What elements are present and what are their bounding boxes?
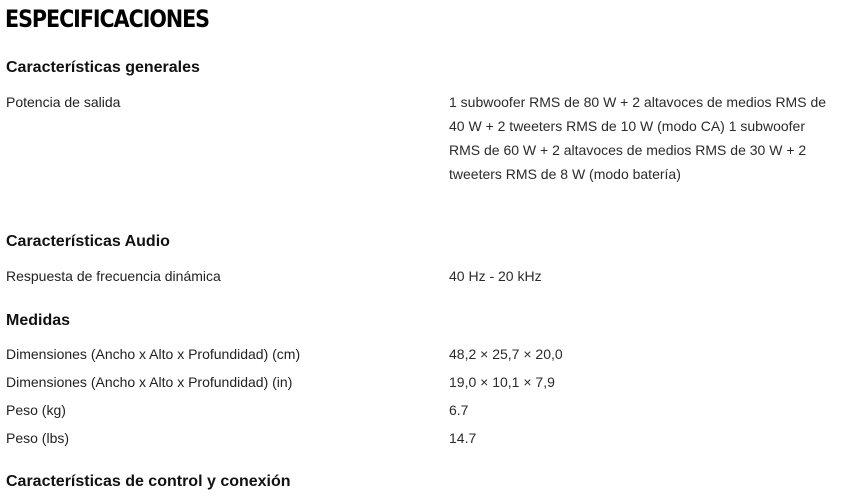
spec-value-weight-kg: 6.7 bbox=[449, 402, 469, 418]
spec-value-output-power: 1 subwoofer RMS de 80 W + 2 altavoces de medios RMS de 40 W + 2 tweeters RMS de 10 W (modo CA) 1 subwoofer RMS de 60 W + 2 altavoces de medios RMS de 30 W + 2 tweeters RMS de 8 W (modo batería) bbox=[449, 94, 827, 182]
spec-label-weight-lbs: Peso (lbs) bbox=[6, 430, 70, 446]
section-heading-measurements: Medidas bbox=[6, 312, 71, 329]
spec-label-output-power: Potencia de salida bbox=[6, 94, 121, 110]
section-heading-control-connection: Características de control y conexión bbox=[6, 473, 291, 490]
spec-label-dimensions-in: Dimensiones (Ancho x Alto x Profundidad) (in) bbox=[6, 374, 293, 390]
spec-label-weight-kg: Peso (kg) bbox=[6, 402, 66, 418]
spec-label-dimensions-cm: Dimensiones (Ancho x Alto x Profundidad) (cm) bbox=[6, 346, 301, 362]
page-title: ESPECIFICACIONES bbox=[5, 5, 210, 33]
spec-value-weight-lbs: 14.7 bbox=[449, 430, 477, 446]
section-heading-audio: Características Audio bbox=[6, 233, 170, 250]
spec-value-dimensions-in: 19,0 × 10,1 × 7,9 bbox=[449, 374, 555, 390]
spec-value-dimensions-cm: 48,2 × 25,7 × 20,0 bbox=[449, 346, 563, 362]
spec-value-frequency-response: 40 Hz - 20 kHz bbox=[449, 268, 542, 284]
section-heading-general: Características generales bbox=[6, 59, 200, 76]
spec-label-frequency-response: Respuesta de frecuencia dinámica bbox=[6, 268, 221, 284]
